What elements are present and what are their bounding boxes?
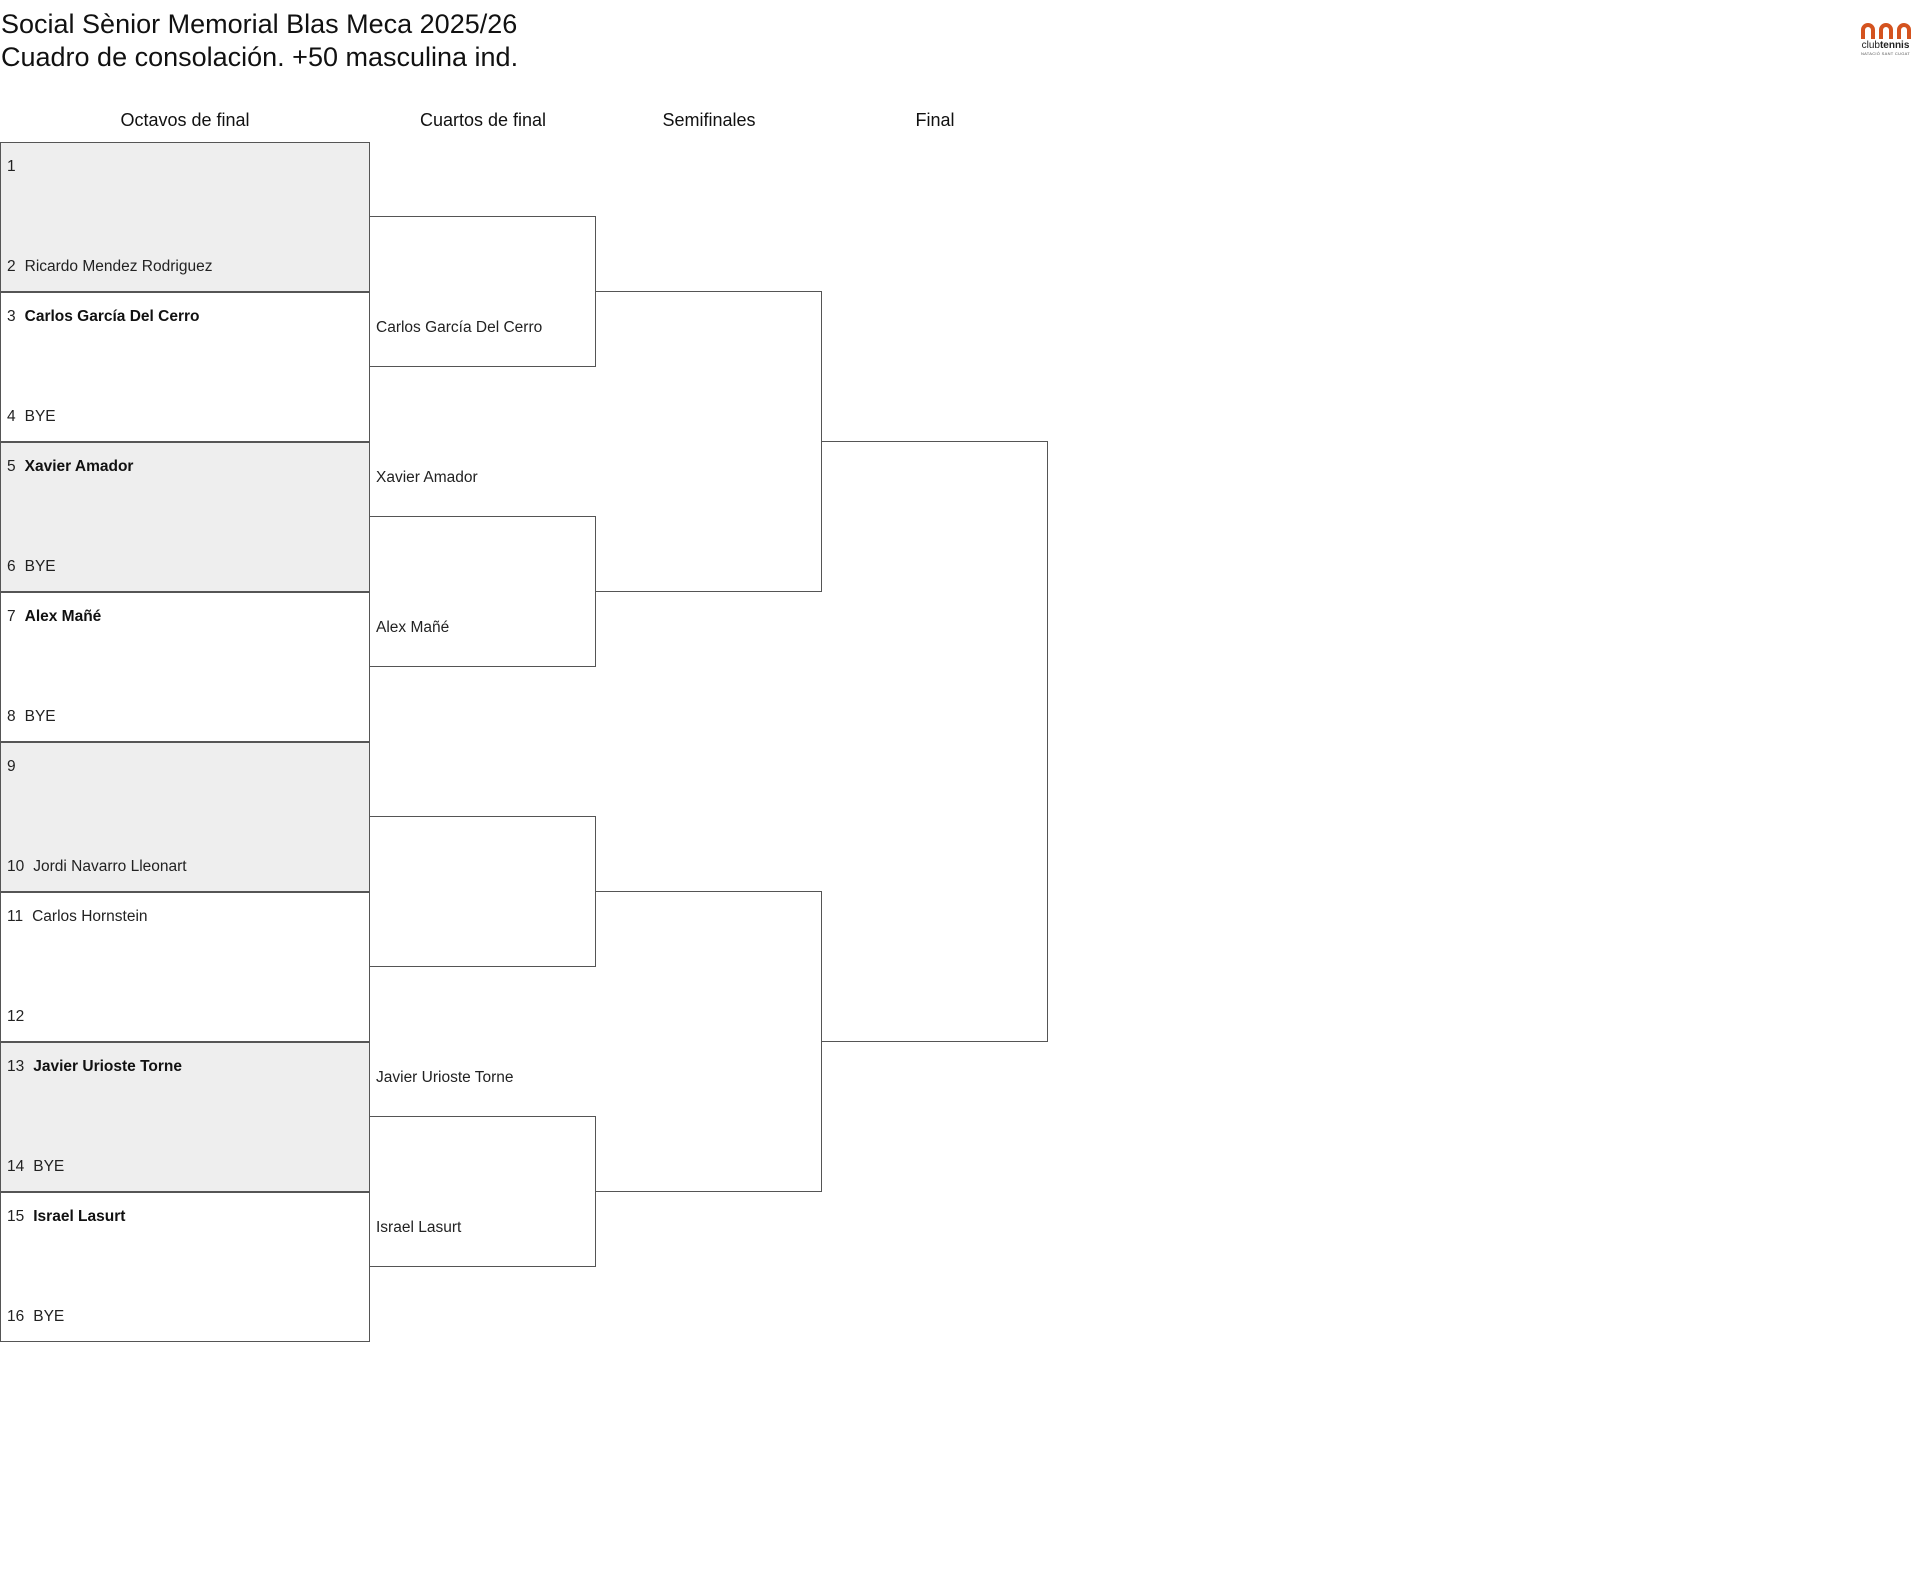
cuartos-match [370, 816, 596, 967]
cuartos-match [370, 516, 596, 667]
cuartos-player: Xavier Amador [376, 469, 478, 486]
cuartos-player: Israel Lasurt [376, 1219, 462, 1236]
player-slot: 5 Xavier Amador [7, 458, 134, 475]
octavos-match [0, 742, 370, 892]
tournament-title: Social Sènior Memorial Blas Meca 2025/26 [1, 9, 518, 39]
logo-text-bold: tennis [1879, 40, 1910, 51]
final-match [822, 441, 1048, 1042]
player-slot: 7 Alex Mañé [7, 608, 102, 625]
player-slot: 16 BYE [7, 1308, 65, 1325]
club-logo-icon [1859, 22, 1913, 40]
cuartos-player: Alex Mañé [376, 619, 450, 636]
octavos-match [0, 892, 370, 1042]
player-slot: 6 BYE [7, 558, 56, 575]
player-slot: 8 BYE [7, 708, 56, 725]
octavos-match [0, 292, 370, 442]
round-header-cuartos: Cuartos de final [419, 110, 547, 130]
player-slot: 2 Ricardo Mendez Rodriguez [7, 258, 213, 275]
octavos-match [0, 1042, 370, 1192]
logo-tagline: NATACIÓ SANT CUGAT [1860, 51, 1911, 56]
octavos-match [0, 142, 370, 292]
octavos-match [0, 592, 370, 742]
logo-text-light: club [1861, 40, 1880, 51]
round-header-octavos: Octavos de final [120, 110, 250, 130]
player-slot: 1 [7, 158, 16, 175]
octavos-match [0, 442, 370, 592]
round-header-final: Final [915, 110, 955, 130]
cuartos-player: Carlos García Del Cerro [376, 319, 543, 336]
semifinal-match [596, 291, 822, 592]
club-logo [1857, 22, 1914, 60]
player-slot: 15 Israel Lasurt [7, 1208, 126, 1225]
semifinal-match [596, 891, 822, 1192]
octavos-match [0, 1192, 370, 1342]
cuartos-match [370, 216, 596, 367]
player-slot: 11 Carlos Hornstein [7, 908, 148, 925]
draw-subtitle: Cuadro de consolación. +50 masculina ind. [1, 42, 519, 72]
player-slot: 10 Jordi Navarro Lleonart [7, 858, 187, 875]
round-header-semifinales: Semifinales [662, 110, 756, 130]
player-slot: 12 [7, 1008, 25, 1025]
player-slot: 4 BYE [7, 408, 56, 425]
player-slot: 14 BYE [7, 1158, 65, 1175]
cuartos-match [370, 1116, 596, 1267]
player-slot: 3 Carlos García Del Cerro [7, 308, 200, 325]
player-slot: 9 [7, 758, 16, 775]
cuartos-player: Javier Urioste Torne [376, 1069, 514, 1086]
player-slot: 13 Javier Urioste Torne [7, 1058, 182, 1075]
